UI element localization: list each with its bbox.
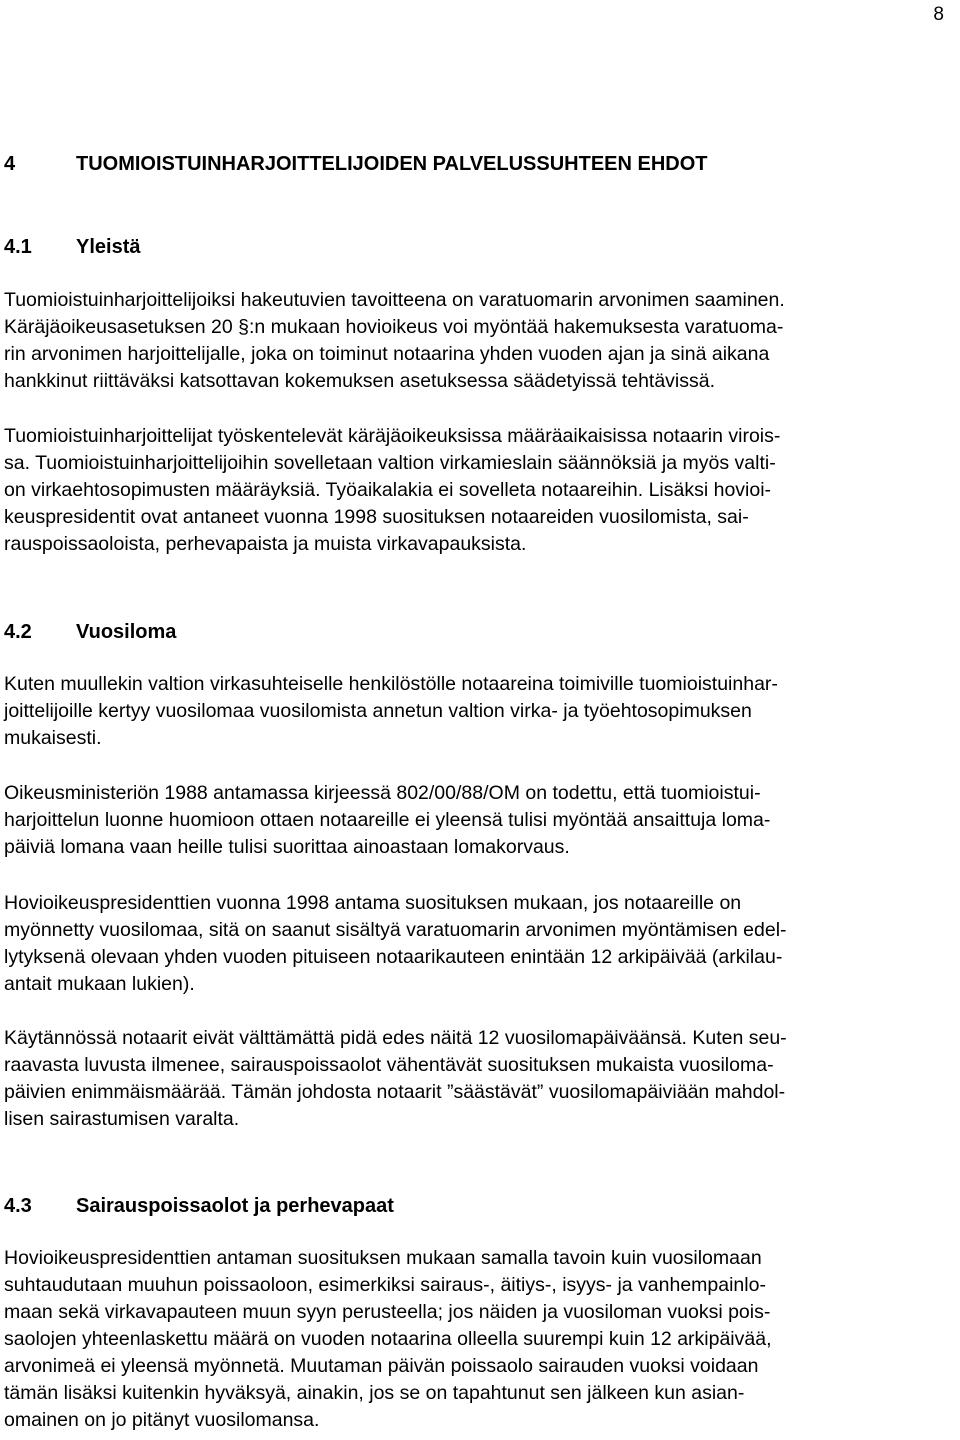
section-number: 4.1: [4, 236, 32, 258]
text-line: harjoittelun luonne huomioon ottaen notaareille ei yleensä tulisi myöntää ansaittuja loma-: [4, 809, 771, 831]
section-number: 4.2: [4, 621, 32, 643]
section-heading-4-2: [4, 620, 176, 644]
text-line: arvonimeä ei yleensä myönnetä. Muutaman päivän poissaolo sairauden vuoksi voidaan: [4, 1355, 759, 1377]
section-title: Yleistä: [76, 236, 141, 258]
text-line: Tuomioistuinharjoittelijat työskentelevät käräjäoikeuksissa määräaikaisissa notaarin virois-: [4, 425, 781, 447]
paragraph-4-2-c: [4, 890, 787, 998]
text-line: keuspresidentit ovat antaneet vuonna 1998 suosituksen notaareiden vuosilomista, sai-: [4, 506, 749, 528]
text-line: mukaisesti.: [4, 727, 102, 749]
section-heading-4-1: [4, 235, 140, 259]
text-line: Käräjäoikeusasetuksen 20 §:n mukaan hovioikeus voi myöntää hakemuksesta varatuoma-: [4, 316, 784, 338]
text-line: maan sekä virkavapauteen muun syyn perusteella; jos näiden ja vuosiloman vuoksi pois-: [4, 1301, 771, 1323]
paragraph-4-2-d: [4, 1025, 787, 1133]
text-line: rin arvonimen harjoittelijalle, joka on toiminut notaarina yhden vuoden ajan ja sinä aikana: [4, 343, 770, 365]
text-line: omainen on jo pitänyt vuosilomansa.: [4, 1409, 320, 1431]
text-line: tämän lisäksi kuitenkin hyväksyä, ainakin, jos se on tapahtunut sen jälkeen kun asian-: [4, 1382, 745, 1404]
paragraph-4-3-a: [4, 1245, 772, 1434]
text-line: myönnetty vuosilomaa, sitä on saanut sisältyä varatuomarin arvonimen myöntämisen edel-: [4, 919, 787, 941]
chapter-title: TUOMIOISTUINHARJOITTELIJOIDEN PALVELUSSUHTEEN EHDOT: [76, 153, 708, 175]
text-line: suhtaudutaan muuhun poissaoloon, esimerkiksi sairaus-, äitiys-, isyys- ja vanhempainlo-: [4, 1274, 766, 1296]
text-line: lytyksenä olevaan yhden vuoden pituiseen notaarikauteen enintään 12 arkipäivää (arkilau-: [4, 946, 783, 968]
text-line: hankkinut riittäväksi katsottavan kokemuksen asetuksessa säädetyissä tehtävissä.: [4, 370, 716, 392]
text-line: saolojen yhteenlaskettu määrä on vuoden notaarina olleella suurempi kuin 12 arkipäivää,: [4, 1328, 772, 1350]
chapter-number: 4: [4, 153, 16, 175]
text-line: Hovioikeuspresidenttien vuonna 1998 antama suosituksen mukaan, jos notaareille on: [4, 892, 742, 914]
section-title: Vuosiloma: [76, 621, 177, 643]
section-title: Sairauspoissaolot ja perhevapaat: [76, 1195, 394, 1217]
text-line: lisen sairastumisen varalta.: [4, 1108, 240, 1130]
text-line: on virkaehtosopimusten määräyksiä. Työaikalakia ei sovelleta notaareihin. Lisäksi hovioi-: [4, 479, 772, 501]
text-line: Kuten muullekin valtion virkasuhteiselle henkilöstölle notaareina toimiville tuomioistuinhar-: [4, 673, 778, 695]
text-line: päivien enimmäismäärää. Tämän johdosta notaarit ”säästävät” vuosilomapäiviään mahdol-: [4, 1081, 786, 1103]
paragraph-4-1-b: [4, 423, 780, 558]
chapter-heading: [4, 152, 708, 176]
text-line: Tuomioistuinharjoittelijoiksi hakeutuvien tavoitteena on varatuomarin arvonimen saaminen.: [4, 289, 785, 311]
text-line: sa. Tuomioistuinharjoittelijoihin sovelletaan valtion virkamieslain säännöksiä ja myös valti-: [4, 452, 776, 474]
text-line: joittelijoille kertyy vuosilomaa vuosilomista annetun valtion virka- ja työehtosopimuksen: [4, 700, 752, 722]
paragraph-4-2-b: [4, 780, 770, 861]
text-line: Käytännössä notaarit eivät välttämättä pidä edes näitä 12 vuosilomapäiväänsä. Kuten seu-: [4, 1027, 787, 1049]
text-line: raavasta luvusta ilmenee, sairauspoissaolot vähentävät suosituksen mukaista vuosiloma-: [4, 1054, 774, 1076]
page-number: 8: [933, 4, 944, 25]
text-line: päiviä lomana vaan heille tulisi suorittaa ainoastaan lomakorvaus.: [4, 836, 570, 858]
section-number: 4.3: [4, 1195, 32, 1217]
paragraph-4-2-a: [4, 671, 778, 752]
paragraph-4-1-a: [4, 287, 785, 395]
section-heading-4-3: [4, 1194, 394, 1218]
text-line: antait mukaan lukien).: [4, 973, 195, 995]
text-line: rauspoissaoloista, perhevapaista ja muista virkavapauksista.: [4, 533, 527, 555]
text-line: Hovioikeuspresidenttien antaman suosituksen mukaan samalla tavoin kuin vuosilomaan: [4, 1247, 762, 1269]
text-line: Oikeusministeriön 1988 antamassa kirjeessä 802/00/88/OM on todettu, että tuomioistui-: [4, 782, 761, 804]
